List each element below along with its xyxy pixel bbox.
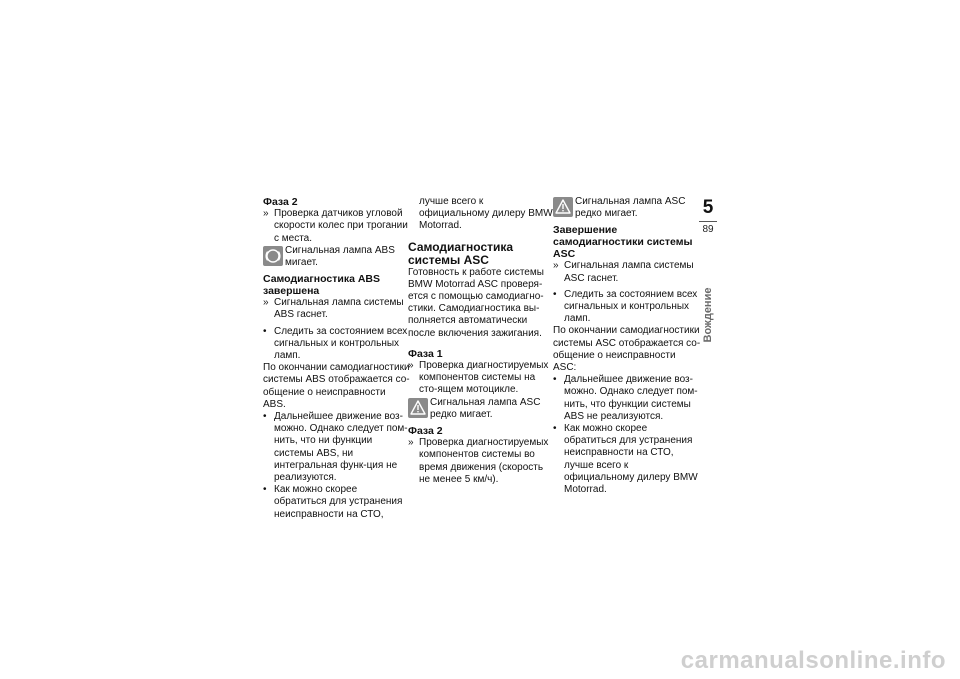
step-item: » Проверка датчиков угловой скорости колес при трогании с места.	[263, 208, 408, 244]
asc-done-heading: Завершение самодиагностики системы ASC	[553, 224, 693, 261]
step-item: » Проверка диагностируемых компонентов системы во время движения (скорость не менее 5 км/ч).	[408, 437, 549, 485]
watermark: carmanualsonline.info	[680, 647, 946, 674]
phase2-heading: Фаза 2	[408, 425, 443, 438]
asc-heading: Самодиагностика системы ASC	[408, 239, 514, 267]
chapter-number: 5	[697, 198, 719, 218]
step-item: » Сигнальная лампа системы ABS гаснет.	[263, 297, 404, 321]
asc-lamp-row	[408, 397, 556, 421]
continued-text: лучше всего к официальному дилеру BMW Motorrad.	[419, 196, 553, 232]
page-number: 89	[702, 224, 714, 235]
column-2	[408, 196, 556, 486]
phase2-heading: Фаза 2	[263, 196, 298, 208]
abs-lamp-text: Сигнальная лампа ABS мигает.	[285, 244, 395, 269]
section-label-wrap	[700, 287, 716, 347]
bullet-item: • Как можно скорее обратиться для устранения неисправности на СТО,	[263, 484, 403, 520]
bullet-item: • Следить за состоянием всех сигнальных и контрольных ламп.	[263, 325, 408, 362]
asc-lamp-row	[553, 196, 701, 220]
paragraph: Готовность к работе системы BMW Motorrad ASC проверя-ется с помощью самодиагно-стики. Самодиагностика вы-полняется автоматически после включения зажигания.	[408, 266, 544, 339]
abs-lamp-row	[263, 245, 411, 269]
step-item: » Проверка диагностируемых компонентов системы на сто-ящем мотоцикле.	[408, 360, 549, 396]
asc-lamp-text: Сигнальная лампа ASC редко мигает.	[430, 396, 541, 420]
abs-done-heading: Самодиагностика ABS завершена	[263, 273, 381, 298]
bullet-item: • Как можно скорее обратиться для устранения неисправности на СТО, лучше всего к официальному дилеру BMW Motorrad.	[553, 423, 698, 496]
asc-warning-triangle-icon	[553, 197, 573, 217]
divider	[699, 221, 717, 222]
section-label: Вождение	[702, 287, 714, 343]
step-item: » Сигнальная лампа системы ASC гаснет.	[553, 260, 694, 284]
paragraph: По окончании самодиагностики системы ASC отображается со-общение о неисправности ASC:	[553, 325, 701, 374]
column-1	[263, 196, 411, 521]
column-3	[553, 196, 701, 496]
bullet-item: • Дальнейшее движение воз-можно. Однако следует пом-нить, что ни функции системы ABS, ни интегральная функ-ция не реализуются.	[263, 411, 408, 484]
asc-lamp-text: Сигнальная лампа ASC редко мигает.	[575, 196, 686, 220]
chapter-tab	[697, 198, 719, 235]
phase1-heading: Фаза 1	[408, 347, 443, 360]
abs-warning-icon	[263, 246, 283, 266]
bullet-item: • Следить за состоянием всех сигнальных и контрольных ламп.	[553, 288, 698, 325]
paragraph: По окончании самодиагностики системы ABS отображается со-общение о неисправности ABS.	[263, 362, 410, 410]
asc-warning-triangle-icon	[408, 398, 428, 418]
bullet-item: • Дальнейшее движение воз-можно. Однако следует пом-нить, что функции системы ABS не реализуются.	[553, 374, 698, 422]
